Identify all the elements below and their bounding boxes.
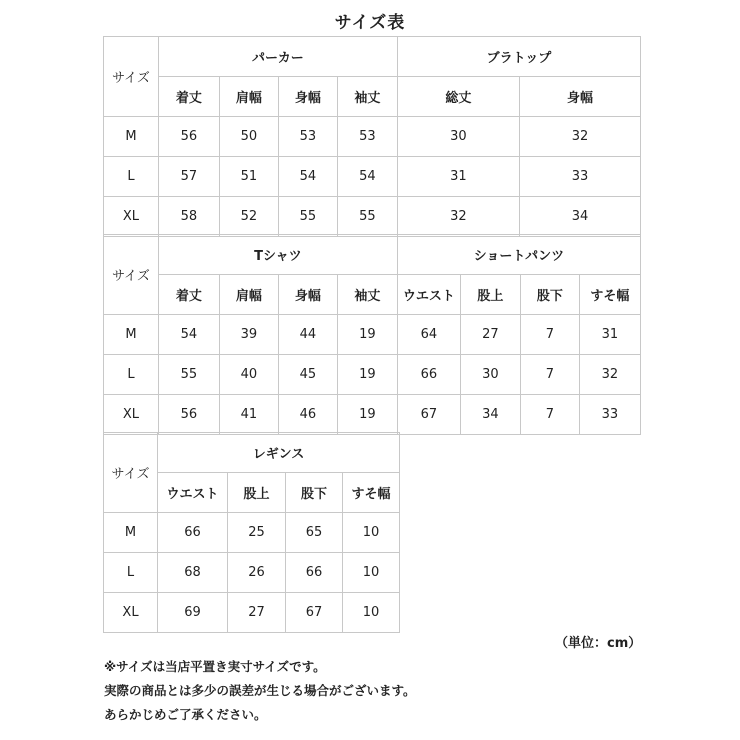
table-cell: 68 <box>158 553 228 593</box>
table-cell: 31 <box>397 157 519 197</box>
table-cell: 57 <box>158 157 219 197</box>
column-header: 着丈 <box>158 275 219 315</box>
table-row <box>104 197 641 237</box>
table-cell: 58 <box>158 197 219 237</box>
column-header: 股下 <box>286 473 343 513</box>
table-row <box>104 117 641 157</box>
size-table-tshirt-shorts <box>103 234 641 435</box>
page-title: サイズ表 <box>334 13 406 33</box>
table-cell: 46 <box>278 395 337 435</box>
table-cell: 32 <box>579 355 640 395</box>
table-cell: 26 <box>228 553 286 593</box>
table-cell: 55 <box>278 197 337 237</box>
row-size: M <box>104 513 158 553</box>
size-header: サイズ <box>104 235 159 315</box>
table-cell: 56 <box>158 395 219 435</box>
size-table-hoodie-bratop <box>103 36 641 237</box>
table-cell: 34 <box>460 395 520 435</box>
row-size: M <box>104 117 159 157</box>
row-size: L <box>104 157 159 197</box>
column-header: 肩幅 <box>219 77 278 117</box>
table-cell: 69 <box>158 593 228 633</box>
table-cell: 10 <box>343 553 400 593</box>
category-shorts: ショートパンツ <box>397 235 640 275</box>
column-header: 身幅 <box>278 77 337 117</box>
table-cell: 31 <box>579 315 640 355</box>
table-cell: 7 <box>520 395 579 435</box>
row-size: M <box>104 315 159 355</box>
table-cell: 10 <box>343 593 400 633</box>
table-cell: 27 <box>228 593 286 633</box>
category-bratop: ブラトップ <box>397 37 640 77</box>
column-header: 股上 <box>460 275 520 315</box>
notes <box>104 655 416 727</box>
row-size: XL <box>104 197 159 237</box>
table-cell: 44 <box>278 315 337 355</box>
table-cell: 45 <box>278 355 337 395</box>
table-row <box>104 157 641 197</box>
row-size: XL <box>104 593 158 633</box>
table-cell: 65 <box>286 513 343 553</box>
table-cell: 66 <box>397 355 460 395</box>
table-cell: 51 <box>219 157 278 197</box>
table-row <box>104 593 400 633</box>
table-cell: 10 <box>343 513 400 553</box>
table-row <box>104 315 641 355</box>
table-cell: 54 <box>158 315 219 355</box>
table-cell: 32 <box>519 117 640 157</box>
table-cell: 67 <box>286 593 343 633</box>
table-cell: 7 <box>520 355 579 395</box>
column-header: すそ幅 <box>343 473 400 513</box>
unit-label: （単位：cm） <box>555 636 642 651</box>
row-size: L <box>104 553 158 593</box>
column-header: 股上 <box>228 473 286 513</box>
column-header: ウエスト <box>158 473 228 513</box>
column-header: 着丈 <box>158 77 219 117</box>
table-cell: 7 <box>520 315 579 355</box>
size-header: サイズ <box>104 433 158 513</box>
note-line: あらかじめご了承ください。 <box>104 707 267 722</box>
table-cell: 66 <box>158 513 228 553</box>
category-leggings: レギンス <box>158 433 400 473</box>
table-cell: 56 <box>158 117 219 157</box>
table-cell: 39 <box>219 315 278 355</box>
column-header: 身幅 <box>278 275 337 315</box>
table-cell: 33 <box>519 157 640 197</box>
table-row <box>104 355 641 395</box>
table-cell: 34 <box>519 197 640 237</box>
column-header: すそ幅 <box>579 275 640 315</box>
table-cell: 33 <box>579 395 640 435</box>
table-cell: 64 <box>397 315 460 355</box>
table-cell: 66 <box>286 553 343 593</box>
column-header: 袖丈 <box>337 275 397 315</box>
table-row <box>104 553 400 593</box>
size-header: サイズ <box>104 37 159 117</box>
table-cell: 19 <box>337 315 397 355</box>
table-cell: 53 <box>278 117 337 157</box>
table-cell: 25 <box>228 513 286 553</box>
category-tshirt: Tシャツ <box>158 235 397 275</box>
table-cell: 50 <box>219 117 278 157</box>
note-line: 実際の商品とは多少の誤差が生じる場合がございます。 <box>104 683 416 698</box>
row-size: L <box>104 355 159 395</box>
table-cell: 54 <box>337 157 397 197</box>
table-cell: 40 <box>219 355 278 395</box>
table-cell: 19 <box>337 355 397 395</box>
table-cell: 67 <box>397 395 460 435</box>
table-row <box>104 513 400 553</box>
table-cell: 53 <box>337 117 397 157</box>
note-line: ※サイズは当店平置き実寸サイズです。 <box>104 659 326 674</box>
category-hoodie: パーカー <box>158 37 397 77</box>
column-header: ウエスト <box>397 275 460 315</box>
table-cell: 55 <box>337 197 397 237</box>
table-cell: 32 <box>397 197 519 237</box>
table-cell: 27 <box>460 315 520 355</box>
size-table-leggings <box>103 432 400 633</box>
row-size: XL <box>104 395 159 435</box>
column-header: 袖丈 <box>337 77 397 117</box>
table-cell: 55 <box>158 355 219 395</box>
column-header: 股下 <box>520 275 579 315</box>
table-cell: 19 <box>337 395 397 435</box>
table-row <box>104 395 641 435</box>
table-cell: 54 <box>278 157 337 197</box>
table-cell: 30 <box>397 117 519 157</box>
column-header: 総丈 <box>397 77 519 117</box>
table-cell: 30 <box>460 355 520 395</box>
column-header: 肩幅 <box>219 275 278 315</box>
table-cell: 41 <box>219 395 278 435</box>
table-cell: 52 <box>219 197 278 237</box>
column-header: 身幅 <box>519 77 640 117</box>
